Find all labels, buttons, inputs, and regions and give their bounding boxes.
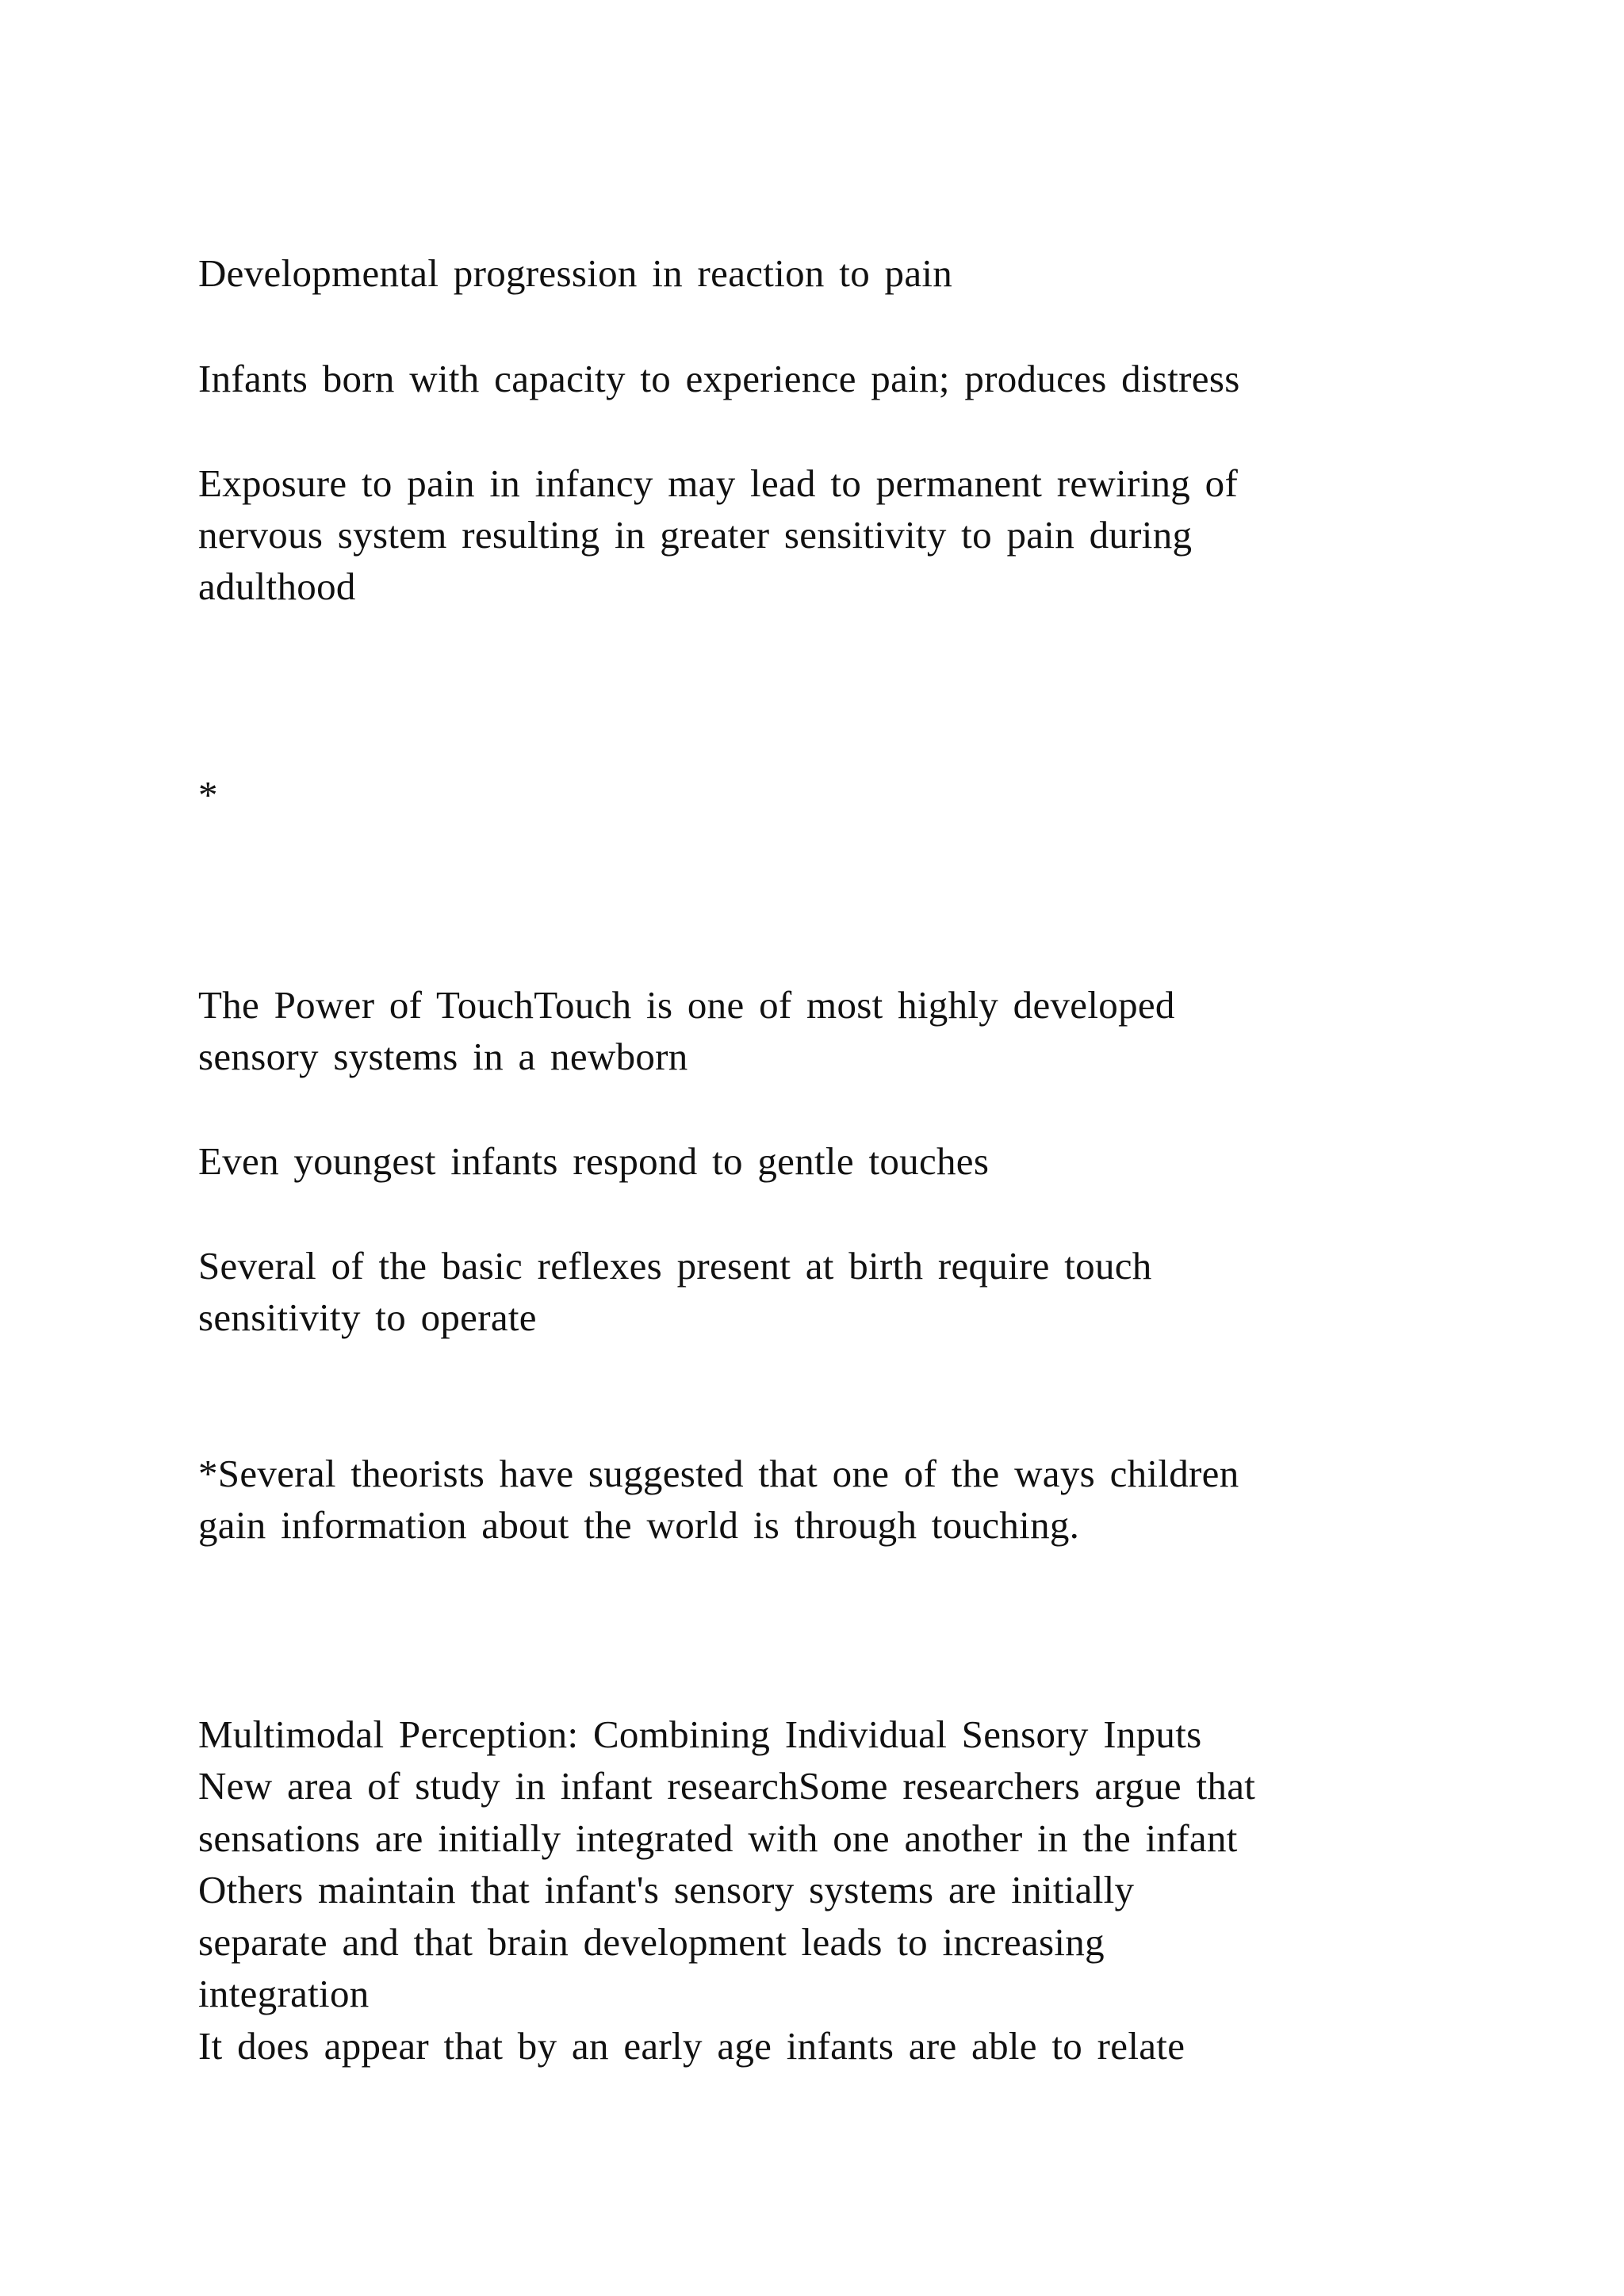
text-line: Even youngest infants respond to gentle touches <box>198 1139 990 1183</box>
text-line: sensitivity to operate <box>198 1295 537 1339</box>
text-line: Infants born with capacity to experience pain; produces distress <box>198 357 1240 400</box>
heading-pain-progression: Developmental progression in reaction to pain <box>198 251 953 295</box>
text-line: gain information about the world is through touching. <box>198 1503 1080 1547</box>
text-line: sensory systems in a newborn <box>198 1035 688 1078</box>
heading-multimodal-perception: Multimodal Perception: Combining Individual Sensory Inputs <box>198 1712 1202 1756</box>
asterisk-note: * <box>198 773 218 817</box>
text-line: New area of study in infant researchSome researchers argue that <box>198 1764 1256 1808</box>
text-line: Exposure to pain in infancy may lead to permanent rewiring of <box>198 461 1239 505</box>
text-line: integration <box>198 1972 370 2015</box>
text-line: It does appear that by an early age infants are able to relate <box>198 2024 1185 2068</box>
text-line: *Several theorists have suggested that one of the ways children <box>198 1452 1239 1495</box>
heading-power-of-touch: The Power of TouchTouch is one of most highly developed <box>198 983 1175 1027</box>
text-line: sensations are initially integrated with one another in the infant <box>198 1816 1238 1860</box>
text-line: Several of the basic reflexes present at birth require touch <box>198 1244 1152 1288</box>
text-line: Others maintain that infant's sensory systems are initially <box>198 1868 1135 1911</box>
text-line: adulthood <box>198 564 356 608</box>
text-line: separate and that brain development leads to increasing <box>198 1920 1105 1964</box>
text-line: nervous system resulting in greater sensitivity to pain during <box>198 513 1193 557</box>
